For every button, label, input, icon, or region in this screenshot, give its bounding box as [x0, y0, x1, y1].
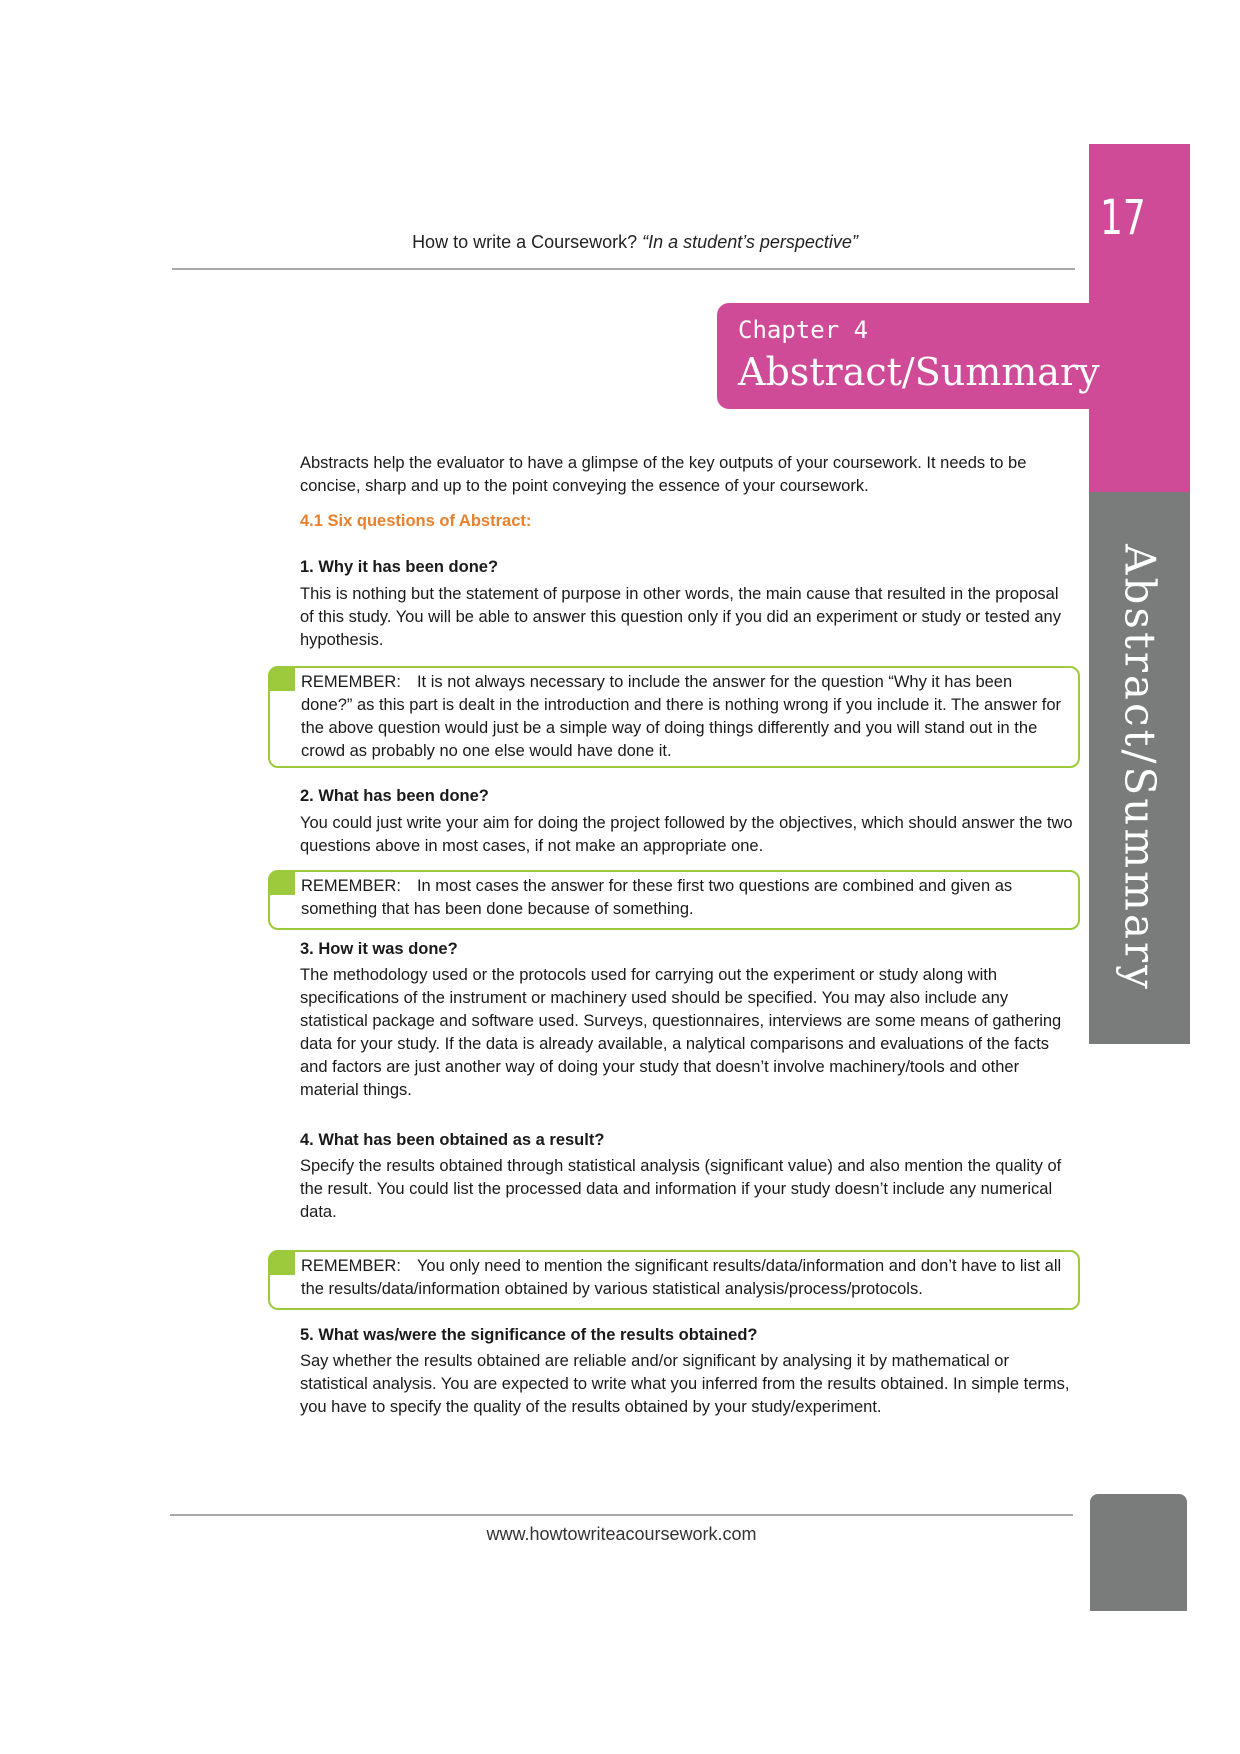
question-4-heading: 4. What has been obtained as a result?	[300, 1131, 605, 1149]
question-4-body: Specify the results obtained through statistical analysis (significant value) and also mention the quality of the result. You could list the processed data and information if your study doesn’t include any numerical data.	[300, 1157, 1062, 1221]
question-1-heading: 1. Why it has been done?	[300, 558, 499, 576]
running-header	[160, 232, 1110, 253]
side-tab-label-wrap	[1089, 492, 1190, 1044]
footer-url[interactable]: www.howtowriteacoursework.com	[486, 1524, 757, 1544]
question-2-heading: 2. What has been done?	[300, 787, 489, 805]
remember-box-3	[268, 1250, 1080, 1310]
running-header-subtitle: “In a student’s perspective”	[642, 232, 858, 252]
remember-label: REMEMBER:	[301, 877, 401, 895]
remember-label: REMEMBER:	[301, 673, 401, 691]
remember-2-body: In most cases the answer for these first two questions are combined and given as something that has been done because of something.	[301, 877, 1013, 918]
header-divider	[172, 268, 1075, 270]
section-heading: 4.1 Six questions of Abstract:	[300, 512, 532, 530]
question-5-body: Say whether the results obtained are reliable and/or significant by analysing it by mathematical or statistical analysis. You are expected to write what you inferred from the results obtained. In simple terms, you have to specify the quality of the results obtained by your study/experiment.	[300, 1352, 1070, 1416]
remember-label: REMEMBER:	[301, 1257, 401, 1275]
remember-tab-marker	[268, 1250, 295, 1275]
remember-3-text	[301, 1255, 1064, 1301]
remember-1-body: It is not always necessary to include the answer for the question “Why it has been done?” as this part is dealt in the introduction and there is nothing wrong if you include it. The answer for the above question would just be a simple way of doing things differently and you will stand out in the crowd as probably no one else would have done it.	[301, 673, 1062, 760]
chapter-title: Abstract/Summary	[738, 350, 1100, 394]
question-3-heading: 3. How it was done?	[300, 940, 458, 958]
page-number: 17	[1100, 190, 1146, 246]
side-tab-label: Abstract/Summary	[1115, 544, 1164, 992]
remember-3-body: You only need to mention the significant results/data/information and don’t have to list all the results/data/information obtained by various statistical analysis/process/protocols.	[301, 1257, 1062, 1298]
footer-side-tab	[1090, 1494, 1187, 1611]
remember-tab-marker	[268, 666, 295, 691]
question-2-body: You could just write your aim for doing the project followed by the objectives, which should answer the two questions above in most cases, if not make an appropriate one.	[300, 814, 1073, 855]
remember-box-1	[268, 666, 1080, 768]
question-3-body: The methodology used or the protocols used for carrying out the experiment or study along with specifications of the instrument or machinery used should be specified. You may also include any statistical package and software used. Surveys, questionnaires, interviews are some means of gathering data for your study. If the data is already available, a nalytical comparisons and evaluations of the facts and factors are just another way of doing your study that doesn’t involve machinery/tools and other material things.	[300, 966, 1062, 1099]
remember-box-2	[268, 870, 1080, 930]
remember-2-text	[301, 875, 1064, 921]
running-header-title: How to write a Coursework?	[412, 232, 643, 252]
remember-tab-marker	[268, 870, 295, 895]
footer-divider	[170, 1514, 1073, 1516]
remember-1-text	[301, 671, 1064, 763]
question-5-heading: 5. What was/were the significance of the results obtained?	[300, 1326, 758, 1344]
chapter-number: Chapter 4	[738, 316, 869, 344]
intro-paragraph: Abstracts help the evaluator to have a glimpse of the key outputs of your coursework. It needs to be concise, sharp and up to the point conveying the essence of your coursework.	[300, 454, 1027, 495]
question-1-body: This is nothing but the statement of purpose in other words, the main cause that resulted in the proposal of this study. You will be able to answer this question only if you did an experiment or study or tested any hypothesis.	[300, 585, 1061, 649]
